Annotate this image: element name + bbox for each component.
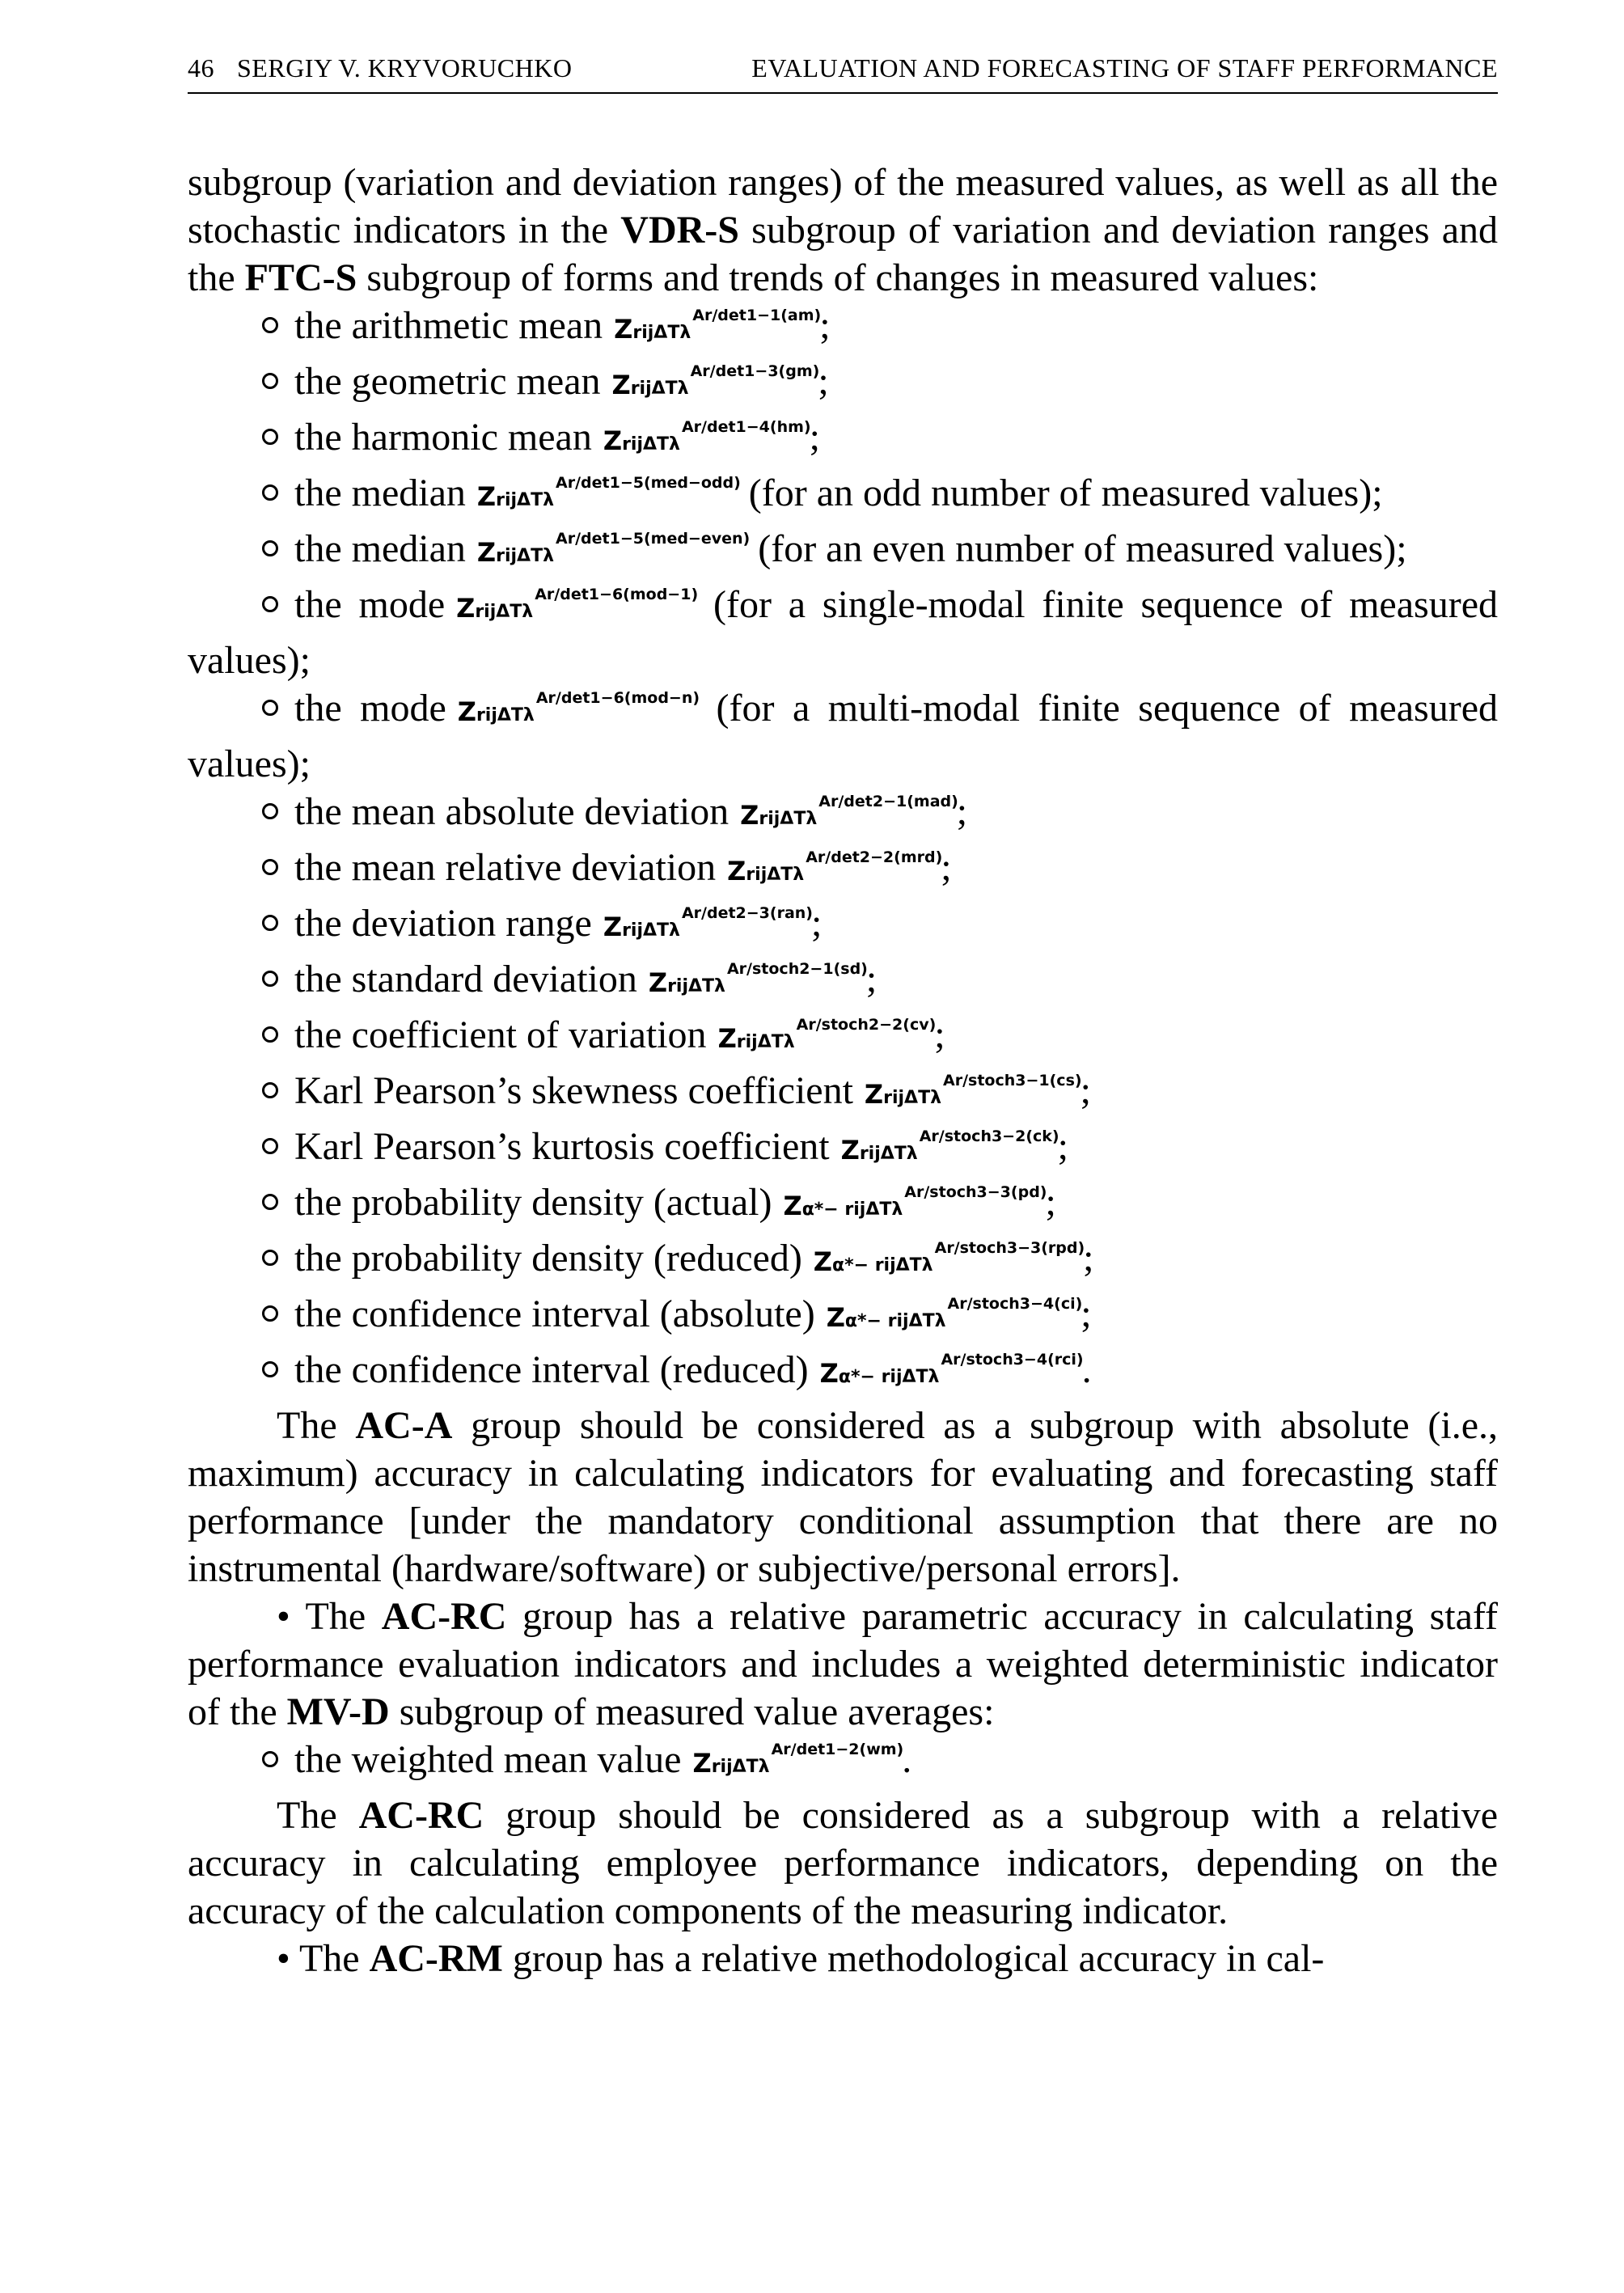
intro-paragraph [188, 159, 1498, 302]
weighted-mean-item [188, 1736, 1498, 1792]
circle-bullet-icon [262, 1082, 278, 1098]
formula-symbol [603, 899, 811, 955]
circle-bullet-icon [262, 596, 278, 612]
indicator-item [188, 413, 1498, 469]
circle-bullet-icon [262, 317, 278, 333]
symbol-base: Z [727, 856, 746, 886]
symbol-subscript: rijΔTλ [475, 602, 534, 622]
circle-bullet-icon [262, 1361, 278, 1377]
symbol-base: Z [819, 1358, 839, 1389]
circle-bullet-icon [262, 1751, 278, 1767]
formula-symbol [456, 581, 699, 637]
symbol-superscript: Ar/stoch3−2(ck) [919, 1127, 1059, 1145]
symbol-subscript: α*− rijΔTλ [838, 1367, 940, 1387]
ac-rc-paragraph [188, 1593, 1498, 1736]
ac-a-paragraph [188, 1402, 1498, 1593]
item-after: ; [941, 846, 952, 889]
symbol-subscript: rijΔTλ [476, 705, 535, 726]
symbol-subscript: rijΔTλ [496, 490, 555, 510]
formula-symbol [612, 357, 818, 413]
item-after: (for an even number of measured values); [748, 527, 1407, 570]
symbol-base: Z [813, 1246, 832, 1277]
indicator-item [188, 469, 1498, 525]
indicator-item [188, 357, 1498, 413]
circle-bullet-icon [262, 803, 278, 819]
symbol-superscript: Ar/stoch3−4(rci) [941, 1351, 1084, 1369]
page-number: 46 [188, 53, 214, 82]
indicator-item [188, 1346, 1498, 1402]
item-label: the harmonic mean [294, 416, 592, 459]
term-mv-d: MV-D [286, 1690, 390, 1733]
circle-bullet-icon [262, 373, 278, 389]
circle-bullet-icon [262, 540, 278, 556]
circle-bullet-icon [262, 1194, 278, 1210]
item-after: ; [1080, 1069, 1091, 1112]
symbol-superscript: Ar/stoch3−3(pd) [904, 1183, 1047, 1201]
item-after: ; [956, 790, 968, 833]
symbol-subscript: α*− rijΔTλ [832, 1255, 933, 1276]
item-label: the median [294, 472, 466, 514]
symbol-subscript: α*− rijΔTλ [844, 1311, 946, 1331]
ac-rc-conclusion [188, 1792, 1498, 1935]
item-label: the geometric mean [294, 360, 601, 403]
circle-bullet-icon [262, 700, 278, 716]
term-ac-a: AC-A [355, 1404, 453, 1447]
symbol-base: Z [840, 1135, 860, 1166]
ac-rc-p2-text-1: The [277, 1794, 359, 1837]
item-after: ; [819, 304, 831, 347]
item-after: ; [934, 1013, 945, 1056]
item-after: ; [1081, 1292, 1092, 1335]
symbol-subscript: rijΔTλ [759, 809, 818, 829]
symbol-subscript: rijΔTλ [622, 434, 680, 455]
term-ac-rc: AC-RC [381, 1595, 507, 1638]
circle-bullet-icon [262, 1250, 278, 1266]
symbol-base: Z [717, 1023, 737, 1054]
item-after: ; [809, 416, 820, 459]
symbol-superscript: Ar/det1−6(mod−1) [535, 586, 699, 603]
term-ac-rc-2: AC-RC [358, 1794, 484, 1837]
symbol-superscript: Ar/stoch3−4(ci) [947, 1295, 1083, 1313]
indicator-item [188, 525, 1498, 581]
symbol-base: Z [603, 425, 623, 456]
header-left [188, 53, 594, 83]
circle-bullet-icon [262, 1138, 278, 1154]
symbol-superscript: Ar/det2−1(mad) [818, 793, 958, 810]
ac-rc-text-2: group has a relative parametric accuracy in calculating staff performance evaluation indicators and includes a weighted deterministic indicator of the [188, 1595, 1499, 1733]
formula-symbol [614, 302, 822, 357]
ac-a-text-2: group should be considered as a subgroup with absolute (i.e., maximum) accuracy in calculating indicators for evaluating and forecasting staff performance [under the mandatory conditional assumption that there are no instrumental (hardware/software) or subjective/personal errors]. [188, 1404, 1499, 1590]
circle-bullet-icon [262, 971, 278, 987]
indicator-item [188, 788, 1498, 844]
term-vdr-s: VDR-S [620, 209, 739, 252]
symbol-base: Z [614, 314, 633, 345]
item-label: the probability density (reduced) [294, 1237, 802, 1280]
item-label: the confidence interval (absolute) [294, 1292, 815, 1335]
item-label: the arithmetic mean [294, 304, 603, 347]
ac-rc-text-1: The [290, 1595, 382, 1638]
formula-symbol [649, 955, 866, 1011]
circle-bullet-icon [262, 859, 278, 875]
term-ftc-s: FTC-S [244, 256, 357, 299]
symbol-superscript: Ar/det1−3(gm) [690, 362, 820, 380]
symbol-superscript: Ar/stoch3−3(rpd) [934, 1239, 1085, 1257]
item-label: the mean relative deviation [294, 846, 717, 889]
indicator-item [188, 1290, 1498, 1346]
indicator-item [188, 302, 1498, 357]
symbol-subscript: rijΔTλ [883, 1088, 942, 1108]
item-label: the mean absolute deviation [294, 790, 730, 833]
item-label: the mode [294, 687, 446, 730]
symbol-base: Z [456, 593, 476, 624]
symbol-subscript: rijΔTλ [632, 323, 691, 343]
ac-rm-text-2: group has a relative methodological accuracy in cal- [502, 1937, 1325, 1980]
symbol-base: Z [692, 1748, 712, 1779]
symbol-superscript: Ar/det1−6(mod−n) [535, 689, 700, 707]
ac-rm-text-1: The [290, 1937, 370, 1980]
circle-bullet-icon [262, 429, 278, 445]
header-author: SERGIY V. KRYVORUCHKO [237, 53, 573, 82]
symbol-subscript: rijΔTλ [859, 1144, 918, 1164]
formula-symbol [477, 469, 739, 525]
item-after: ; [810, 902, 823, 945]
item-after: (for a multi-modal finite sequence of measured values); [188, 687, 1498, 785]
indicator-item [188, 1123, 1498, 1178]
symbol-superscript: Ar/stoch2−1(sd) [726, 960, 868, 978]
indicator-item [188, 1067, 1498, 1123]
formula-symbol [820, 1346, 1082, 1402]
formula-symbol [458, 684, 698, 740]
symbol-base: Z [603, 912, 623, 942]
item-after: . [902, 1738, 912, 1781]
indicator-item [188, 581, 1498, 684]
symbol-superscript: Ar/det2−3(ran) [681, 904, 813, 922]
item-after: ; [1045, 1181, 1056, 1224]
symbol-subscript: rijΔTλ [746, 865, 805, 885]
ac-rc-text-3: subgroup of measured value averages: [389, 1690, 995, 1733]
header-title: EVALUATION AND FORECASTING OF STAFF PERFORMANCE [751, 53, 1498, 82]
indicator-item [188, 1178, 1498, 1234]
symbol-subscript: rijΔTλ [496, 546, 555, 566]
formula-symbol [476, 525, 751, 581]
item-label: the deviation range [294, 902, 592, 945]
circle-bullet-icon [262, 1305, 278, 1322]
symbol-superscript: Ar/det1−5(med−even) [556, 530, 751, 548]
intro-text-2: subgroup of variation and deviation ranges and the [188, 209, 1498, 299]
symbol-subscript: rijΔTλ [711, 1757, 770, 1777]
intro-text-3: subgroup of forms and trends of changes in measured values: [357, 256, 1319, 299]
item-after: ; [818, 360, 829, 403]
formula-symbol [827, 1290, 1081, 1346]
header-rule [188, 92, 1498, 94]
indicator-item [188, 684, 1498, 788]
symbol-subscript: α*− rijΔTλ [801, 1199, 903, 1220]
item-label: the weighted mean value [294, 1738, 682, 1781]
indicator-list [188, 302, 1498, 1402]
formula-symbol [603, 413, 810, 469]
symbol-subscript: rijΔTλ [622, 920, 680, 941]
formula-symbol [841, 1123, 1058, 1178]
symbol-base: Z [740, 800, 759, 831]
symbol-superscript: Ar/stoch2−2(cv) [796, 1016, 937, 1034]
symbol-superscript: Ar/det1−2(wm) [771, 1741, 904, 1758]
item-after: ; [1057, 1125, 1068, 1168]
item-after: ; [1083, 1237, 1094, 1280]
ac-a-text-1: The [277, 1404, 356, 1447]
symbol-superscript: Ar/det1−4(hm) [681, 418, 811, 436]
item-after: . [1081, 1348, 1092, 1391]
symbol-superscript: Ar/det1−1(am) [692, 307, 822, 324]
item-label: the coefficient of variation [294, 1013, 707, 1056]
indicator-item [188, 844, 1498, 899]
item-label: the standard deviation [294, 958, 637, 1001]
item-label: the median [294, 527, 466, 570]
item-label: Karl Pearson’s skewness coefficient [294, 1069, 853, 1112]
item-after: (for an odd number of measured values); [738, 472, 1383, 514]
indicator-item [188, 1011, 1498, 1067]
running-header [188, 53, 1498, 83]
symbol-base: Z [611, 370, 631, 400]
bullet-icon: • [277, 1595, 290, 1638]
circle-bullet-icon [262, 484, 278, 501]
symbol-subscript: rijΔTλ [667, 976, 725, 996]
symbol-subscript: rijΔTλ [736, 1032, 795, 1052]
symbol-base: Z [648, 967, 668, 998]
formula-symbol [692, 1736, 902, 1792]
ac-rc-p2-text-2: group should be considered as a subgroup with a relative accuracy in calculating employee performance indicators, depending on the accuracy of the calculation components of the measuring indicator. [188, 1794, 1499, 1932]
formula-symbol [740, 788, 957, 844]
intro-text-1: subgroup (variation and deviation ranges) of the measured values, as well as all the stochastic indicators in the [188, 161, 1498, 252]
symbol-base: Z [864, 1079, 884, 1110]
formula-symbol [814, 1234, 1083, 1290]
page-body [188, 159, 1498, 1982]
symbol-base: Z [476, 537, 497, 568]
indicator-item [188, 955, 1498, 1011]
symbol-subscript: rijΔTλ [630, 379, 689, 399]
symbol-base: Z [826, 1302, 845, 1333]
indicator-item [188, 899, 1498, 955]
symbol-superscript: Ar/stoch3−1(cs) [943, 1072, 1082, 1089]
circle-bullet-icon [262, 915, 278, 931]
item-after: ; [865, 958, 878, 1001]
symbol-base: Z [783, 1191, 802, 1221]
symbol-base: Z [476, 481, 497, 512]
symbol-superscript: Ar/det1−5(med−odd) [556, 474, 741, 492]
formula-symbol [718, 1011, 935, 1067]
formula-symbol [865, 1067, 1081, 1123]
circle-bullet-icon [262, 1026, 278, 1043]
item-label: Karl Pearson’s kurtosis coefficient [294, 1125, 830, 1168]
item-label: the probability density (actual) [294, 1181, 772, 1224]
formula-symbol [727, 844, 941, 899]
item-label: the confidence interval (reduced) [294, 1348, 809, 1391]
indicator-item [188, 1234, 1498, 1290]
ac-rm-paragraph [188, 1935, 1498, 1982]
symbol-superscript: Ar/det2−2(mrd) [806, 848, 943, 866]
symbol-base: Z [457, 696, 476, 727]
bullet-icon: • [277, 1937, 290, 1980]
item-label: the mode [294, 583, 446, 626]
item-after: (for a single-modal finite sequence of measured values); [188, 583, 1498, 682]
term-ac-rm: AC-RM [369, 1937, 503, 1980]
formula-symbol [783, 1178, 1045, 1234]
